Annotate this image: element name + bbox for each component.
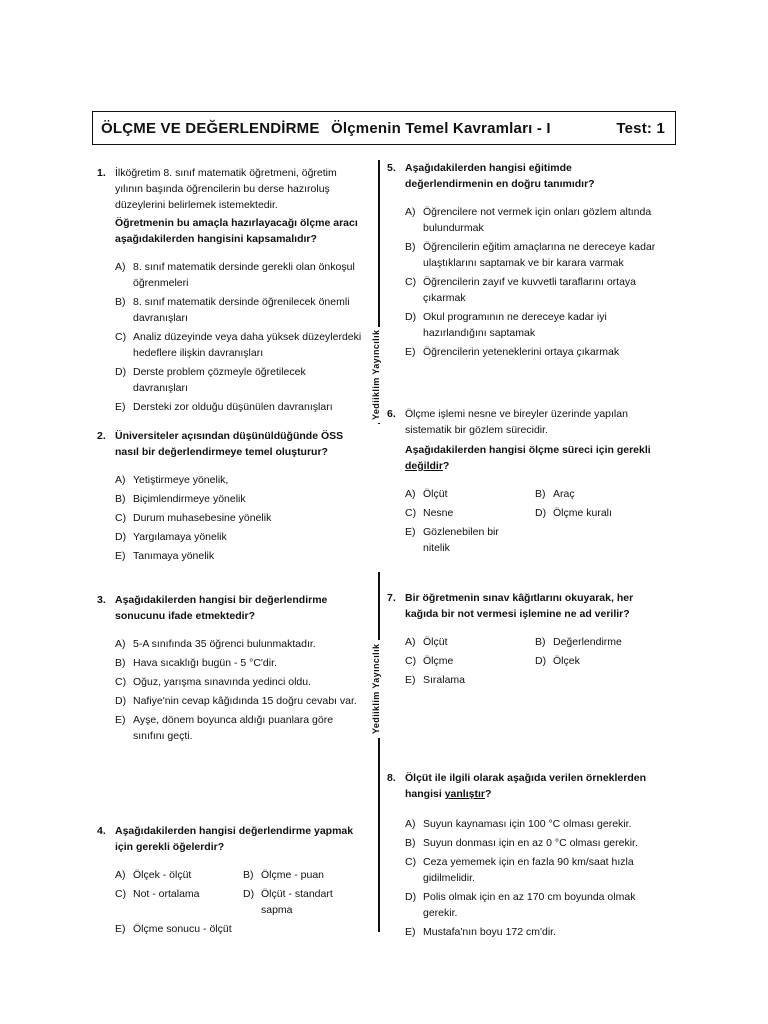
answer-option[interactable]: [405, 524, 527, 556]
option-text: Nafiye'nin cevap kâğıdında 15 doğru cevabı var.: [133, 695, 357, 707]
question-6: [387, 406, 657, 559]
option-text: 8. sınıf matematik dersinde öğrenilecek önemli davranışları: [133, 296, 350, 324]
option-letter: A): [405, 818, 416, 830]
option-letter: E): [115, 401, 126, 413]
answer-option[interactable]: [115, 921, 235, 937]
option-letter: B): [115, 296, 126, 308]
question-number: 7.: [387, 592, 396, 604]
negation-emphasis: yanlıştır: [444, 788, 485, 800]
option-text: Öğrencilerin yeteneklerini ortaya çıkarmak: [423, 346, 620, 358]
answer-option[interactable]: [405, 274, 657, 306]
option-text: Okul programının ne dereceye kadar iyi hazırlandığını saptamak: [423, 311, 607, 339]
option-text: Gözlenebilen bir nitelik: [423, 526, 499, 554]
option-text: Tanımaya yönelik: [133, 550, 215, 562]
option-letter: E): [115, 714, 126, 726]
option-text: Ölçme kuralı: [553, 507, 612, 519]
question-number: 8.: [387, 772, 396, 784]
answer-option[interactable]: [115, 259, 363, 291]
test-number: Test: 1: [616, 120, 665, 137]
option-text: Ceza yememek için en fazla 90 km/saat hızla gidilmelidir.: [423, 856, 634, 884]
answer-option[interactable]: [115, 294, 363, 326]
option-letter: A): [405, 636, 416, 648]
answer-option[interactable]: [115, 510, 363, 526]
answer-option[interactable]: [405, 486, 527, 502]
option-letter: D): [243, 888, 255, 900]
question-number: 3.: [97, 594, 106, 606]
option-letter: C): [405, 655, 417, 667]
answer-option[interactable]: [405, 816, 657, 832]
option-text: Ölçme: [423, 655, 454, 667]
option-text: Polis olmak için en az 170 cm boyunda olmak gerekir.: [423, 891, 636, 919]
option-text: Biçimlendirmeye yönelik: [133, 493, 246, 505]
option-letter: D): [115, 531, 127, 543]
question-text: Aşağıdakilerden hangisi değerlendirme yapmak için gerekli öğelerdir?: [115, 825, 354, 853]
answer-option[interactable]: [535, 486, 657, 502]
answer-option[interactable]: [115, 674, 363, 690]
answer-option[interactable]: [115, 886, 235, 918]
answer-option[interactable]: [405, 653, 527, 669]
option-text: Öğrencilerin zayıf ve kuvvetli taraflarını ortaya çıkarmak: [423, 276, 637, 304]
option-text: Ölçek: [553, 655, 580, 667]
option-letter: C): [405, 507, 417, 519]
option-letter: B): [115, 493, 126, 505]
option-text: Suyun donması için en az 0 °C olması gerekir.: [423, 837, 638, 849]
question-text: Aşağıdakilerden hangisi bir değerlendirme sonucunu ifade etmektedir?: [115, 594, 328, 622]
test-header: [92, 111, 676, 145]
option-letter: E): [405, 526, 416, 538]
answer-option[interactable]: [405, 309, 657, 341]
question-8: [387, 770, 657, 943]
publisher-label: Yediiklim Yayıncılık: [371, 640, 385, 738]
option-letter: E): [115, 923, 126, 935]
answer-option[interactable]: [115, 636, 363, 652]
option-letter: C): [115, 331, 127, 343]
question-4: [97, 823, 363, 940]
option-letter: B): [115, 657, 126, 669]
option-letter: D): [535, 507, 547, 519]
question-number: 4.: [97, 825, 106, 837]
option-text: Ölçme sonucu - ölçüt: [133, 923, 232, 935]
answer-option[interactable]: [405, 924, 657, 940]
option-text: Ölçüt: [423, 488, 448, 500]
option-text: Sıralama: [423, 674, 466, 686]
option-text: Ölçüt - standart sapma: [261, 888, 333, 916]
answer-option[interactable]: [405, 854, 657, 886]
answer-option[interactable]: [405, 672, 527, 688]
answer-option[interactable]: [405, 835, 657, 851]
option-letter: A): [115, 261, 126, 273]
question-text: Bir öğretmenin sınav kâğıtlarını okuyarak, her kağıda bir not vermesi işlemine ne ad verilir?: [405, 592, 634, 620]
answer-option[interactable]: [535, 653, 657, 669]
option-letter: C): [115, 888, 127, 900]
answer-option[interactable]: [535, 634, 657, 650]
answer-option[interactable]: [405, 505, 527, 521]
option-letter: E): [405, 346, 416, 358]
question-text: Ölçüt ile ilgili olarak aşağıda verilen örneklerden hangisi yanlıştır?: [405, 772, 647, 800]
question-5: [387, 160, 657, 363]
answer-option[interactable]: [243, 867, 363, 883]
answer-option[interactable]: [115, 472, 363, 488]
option-text: Ayşe, dönem boyunca aldığı puanlara göre sınıfını geçti.: [133, 714, 334, 742]
answer-option[interactable]: [115, 693, 363, 709]
option-letter: C): [115, 676, 127, 688]
option-text: Ölçme - puan: [261, 869, 325, 881]
option-letter: D): [405, 891, 417, 903]
option-letter: E): [405, 674, 416, 686]
question-text: Aşağıdakilerden hangisi ölçme süreci için gerekli değildir?: [405, 444, 651, 472]
option-text: Oğuz, yarışma sınavında yedinci oldu.: [133, 676, 312, 688]
question-2: [97, 428, 363, 567]
question-number: 6.: [387, 408, 396, 420]
answer-option[interactable]: [115, 655, 363, 671]
option-letter: D): [115, 366, 127, 378]
option-text: Yetiştirmeye yönelik,: [133, 474, 229, 486]
option-text: Öğrencilerin eğitim amaçlarına ne dereceye kadar ulaştıklarını saptamak ve bir karara varmak: [423, 241, 656, 269]
answer-option[interactable]: [115, 491, 363, 507]
question-text: Öğretmenin bu amaçla hazırlayacağı ölçme aracı aşağıdakilerden hangisini kapsamalıdır?: [115, 217, 358, 245]
option-letter: A): [115, 638, 126, 650]
answer-option[interactable]: [405, 239, 657, 271]
option-text: Değerlendirme: [553, 636, 622, 648]
option-text: Ölçüt: [423, 636, 448, 648]
option-letter: C): [405, 276, 417, 288]
option-letter: B): [535, 488, 546, 500]
column-divider: [378, 572, 380, 932]
option-letter: A): [115, 869, 126, 881]
course-title: ÖLÇME VE DEĞERLENDİRME: [101, 120, 320, 137]
question-1: [97, 165, 363, 418]
topic-title: Ölçmenin Temel Kavramları - I: [331, 120, 551, 137]
question-text: Üniversiteler açısından düşünüldüğünde ÖSS nasıl bir değerlendirmeye temel oluşturur?: [115, 430, 344, 458]
option-letter: A): [405, 488, 416, 500]
option-text: Analiz düzeyinde veya daha yüksek düzeylerdeki hedeflere ilişkin davranışları: [133, 331, 362, 359]
question-3: [97, 592, 363, 747]
answer-option[interactable]: [115, 529, 363, 545]
option-text: Mustafa'nın boyu 172 cm'dir.: [423, 926, 556, 938]
option-letter: B): [405, 241, 416, 253]
option-text: 8. sınıf matematik dersinde gerekli olan önkoşul öğrenmeleri: [133, 261, 355, 289]
option-text: 5-A sınıfında 35 öğrenci bulunmaktadır.: [133, 638, 316, 650]
answer-option[interactable]: [243, 886, 363, 918]
question-stem: Ölçme işlemi nesne ve bireyler üzerinde yapılan sistematik bir gözlem sürecidir.: [405, 408, 628, 436]
option-letter: A): [405, 206, 416, 218]
question-text: Aşağıdakilerden hangisi eğitimde değerlendirmenin en doğru tanımıdır?: [405, 162, 595, 190]
answer-option[interactable]: [115, 364, 363, 396]
option-text: Hava sıcaklığı bugün - 5 °C'dir.: [133, 657, 277, 669]
question-number: 1.: [97, 167, 106, 179]
option-text: Not - ortalama: [133, 888, 200, 900]
question-7: [387, 590, 657, 691]
option-letter: B): [535, 636, 546, 648]
answer-option[interactable]: [115, 399, 363, 415]
answer-option[interactable]: [115, 867, 235, 883]
answer-option[interactable]: [405, 344, 657, 360]
answer-option[interactable]: [405, 889, 657, 921]
option-text: Nesne: [423, 507, 454, 519]
negation-emphasis: değildir: [405, 460, 443, 472]
option-text: Dersteki zor olduğu düşünülen davranışları: [133, 401, 333, 413]
publisher-label: Yediiklim Yayıncılık: [371, 327, 385, 423]
option-letter: E): [115, 550, 126, 562]
option-text: Durum muhasebesine yönelik: [133, 512, 272, 524]
answer-option[interactable]: [115, 712, 363, 744]
option-letter: D): [535, 655, 547, 667]
option-letter: C): [405, 856, 417, 868]
question-number: 5.: [387, 162, 396, 174]
answer-option[interactable]: [115, 329, 363, 361]
question-stem: İlköğretim 8. sınıf matematik öğretmeni, öğretim yılının başında öğrencilerin bu derse hazıroluş düzeylerini belirlemek istemektedir.: [115, 167, 337, 211]
option-text: Ölçek - ölçüt: [133, 869, 192, 881]
option-text: Derste problem çözmeyle öğretilecek davranışları: [133, 366, 306, 394]
option-text: Suyun kaynaması için 100 °C olması gerekir.: [423, 818, 632, 830]
option-letter: B): [243, 869, 254, 881]
answer-option[interactable]: [115, 548, 363, 564]
option-letter: A): [115, 474, 126, 486]
option-text: Öğrencilere not vermek için onları gözlem altında bulundurmak: [423, 206, 652, 234]
answer-option[interactable]: [405, 204, 657, 236]
answer-option[interactable]: [405, 634, 527, 650]
option-text: Araç: [553, 488, 575, 500]
answer-option[interactable]: [535, 505, 657, 521]
option-letter: D): [115, 695, 127, 707]
option-letter: D): [405, 311, 417, 323]
question-number: 2.: [97, 430, 106, 442]
option-letter: C): [115, 512, 127, 524]
option-text: Yargılamaya yönelik: [133, 531, 227, 543]
option-letter: E): [405, 926, 416, 938]
option-letter: B): [405, 837, 416, 849]
